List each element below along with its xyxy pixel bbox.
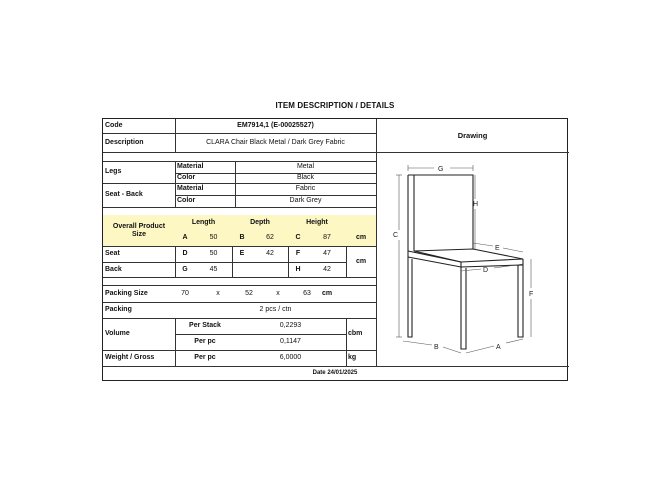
legs-material-value: Metal xyxy=(296,163,315,171)
seat-back-material-value: Fabric xyxy=(295,185,316,193)
overall-unit: cm xyxy=(346,230,376,246)
volume-pc-label: Per pc xyxy=(194,338,216,346)
packing-height: 63 xyxy=(303,289,311,297)
diagram-label-d: D xyxy=(483,267,489,274)
seat-back-label: Seat - Back xyxy=(105,191,143,199)
drawing-title: Drawing xyxy=(457,130,488,140)
legs-label: Legs xyxy=(105,168,122,176)
dim-f-value: 47 xyxy=(323,250,331,258)
dim-b-value: 62 xyxy=(252,230,288,246)
dim-d-value: 50 xyxy=(209,250,218,258)
dims-unit: cm xyxy=(355,257,367,265)
depth-header: Depth xyxy=(232,215,288,230)
overall-size-label-line2: Size xyxy=(131,230,146,238)
back-dims-label: Back xyxy=(105,265,122,273)
dim-g-value: 45 xyxy=(209,265,218,273)
seat-back-color-label: Color xyxy=(177,197,196,205)
dim-e-letter: E xyxy=(239,250,245,258)
item-details-sheet xyxy=(102,118,568,381)
date-footer: Date 24/01/2025 xyxy=(312,370,358,377)
packing-x1: x xyxy=(216,289,220,297)
packing-size-label: Packing Size xyxy=(105,289,148,297)
weight-label: Weight / Gross xyxy=(105,354,155,362)
diagram-label-f: F xyxy=(529,291,534,298)
legs-material-label: Material xyxy=(177,163,204,171)
length-header: Length xyxy=(175,215,232,230)
seat-back-material-label: Material xyxy=(177,185,204,193)
packing-x2: x xyxy=(276,289,280,297)
seat-dims-label: Seat xyxy=(105,250,120,258)
dim-a-letter: A xyxy=(175,230,195,246)
legs-color-label: Color xyxy=(177,174,196,182)
description-label: Description xyxy=(105,138,144,146)
packing-label: Packing xyxy=(105,306,132,314)
weight-value: 6,0000 xyxy=(279,354,302,362)
dim-c-letter: C xyxy=(288,230,308,246)
volume-stack-label: Per Stack xyxy=(189,322,221,330)
overall-size-label-line1: Overall Product xyxy=(112,222,166,230)
volume-label: Volume xyxy=(105,330,130,338)
dim-a-value: 50 xyxy=(195,230,232,246)
code-value: EM7914,1 (E-00025527) xyxy=(237,122,314,130)
volume-stack-value: 0,2293 xyxy=(279,322,302,330)
volume-unit: cbm xyxy=(348,330,363,338)
diagram-label-a: A xyxy=(496,344,501,351)
dim-d-letter: D xyxy=(182,250,188,258)
diagram-label-h: H xyxy=(473,201,479,208)
diagram-label-c: C xyxy=(393,232,399,239)
diagram-label-e: E xyxy=(495,245,500,252)
dim-c-value: 87 xyxy=(308,230,346,246)
diagram-label-g: G xyxy=(438,166,444,173)
packing-unit: cm xyxy=(321,289,333,297)
dim-b-letter: B xyxy=(232,230,252,246)
description-value: CLARA Chair Black Metal / Dark Grey Fabric xyxy=(206,138,345,146)
dim-e-value: 42 xyxy=(266,250,274,258)
weight-unit: kg xyxy=(348,354,357,362)
packing-value: 2 pcs / ctn xyxy=(259,306,292,314)
overall-size-label xyxy=(103,215,175,246)
code-label: Code xyxy=(105,122,123,130)
seat-back-color-value: Dark Grey xyxy=(289,197,322,205)
legs-color-value: Black xyxy=(296,174,315,182)
height-header: Height xyxy=(288,215,346,230)
dim-h-value: 42 xyxy=(323,265,331,273)
packing-length: 70 xyxy=(181,289,189,297)
dim-g-letter: G xyxy=(182,265,188,273)
dim-f-letter: F xyxy=(295,250,301,258)
chair-drawing xyxy=(377,153,568,365)
packing-width: 52 xyxy=(245,289,253,297)
height-header-pad xyxy=(346,215,376,230)
weight-pc-label: Per pc xyxy=(194,354,216,362)
sheet-title: ITEM DESCRIPTION / DETAILS xyxy=(275,101,395,110)
diagram-label-b: B xyxy=(434,344,439,351)
dim-h-letter: H xyxy=(295,265,301,273)
volume-pc-value: 0,1147 xyxy=(280,338,301,346)
